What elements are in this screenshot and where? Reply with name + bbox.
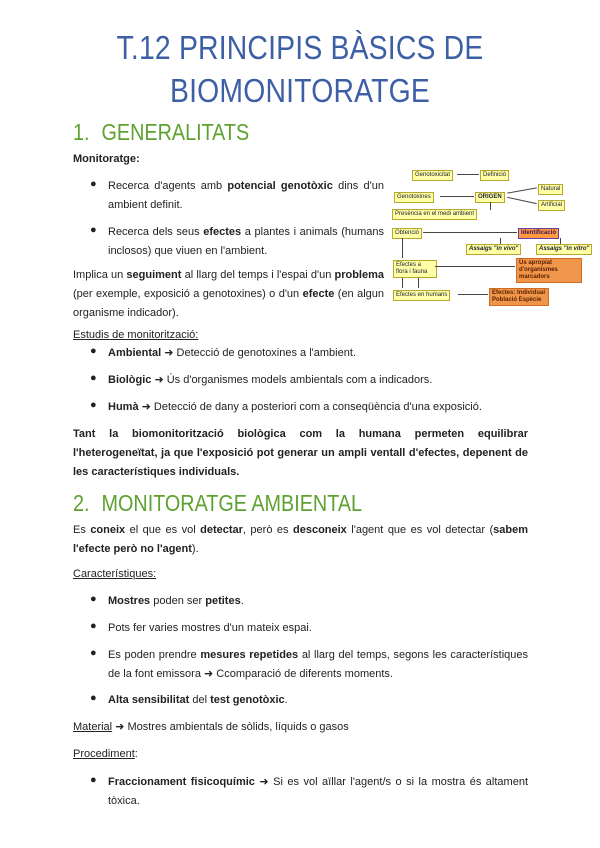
diagram-line [507, 187, 537, 193]
text: Recerca d'agents amb [108, 180, 228, 192]
section-number: 1. [73, 119, 90, 145]
text: Recerca dels seus [108, 226, 204, 238]
bullet-icon: ● [90, 399, 97, 411]
bold-text: petites [205, 595, 241, 607]
diagram-box-genotoxicitat: Genotoxicitat [412, 170, 453, 181]
text: . [284, 694, 288, 706]
estudis-label: Estudis de monitorització: [73, 329, 199, 341]
bold-text: Biològic [108, 374, 152, 386]
procediment-line [73, 745, 138, 764]
diagram-box-us-apropiat: Ús apropiat d'organismes marcadors [516, 258, 582, 283]
bold-text: Alta sensibilitat [108, 694, 190, 706]
diagram-arrow [458, 294, 488, 295]
summary-paragraph: Tant la biomonitorització biològica com la humana permeten equilibrar l'heterogeneïtat, ja que l'exposició pot generar un ampli ventall d'efectes, depenent de les característiques individuals. [73, 428, 528, 478]
text: a plantes i animals (humans inclosos) que viuen en l'ambient. [108, 226, 385, 257]
procediment-label: Procediment [73, 748, 135, 760]
diagram-box-efectes-humans: Efectes en humans [393, 290, 450, 301]
implica-paragraph [73, 266, 384, 323]
bullet-icon: ● [90, 345, 97, 357]
diagram-line [418, 278, 419, 288]
list-item: Pots fer varies mostres d'un mateix espai. [108, 622, 312, 634]
section-heading-monitoratge-ambiental [73, 489, 362, 517]
diagram-box-genotoxines: Genotoxines [394, 192, 434, 203]
text: poden ser [150, 595, 206, 607]
monitoratge-label: Monitoratge: [73, 153, 140, 165]
bullet-icon: ● [90, 647, 97, 659]
text: al llarg del temps i l'espai d'un [181, 269, 335, 281]
caracteristiques-label: Característiques: [73, 568, 157, 580]
diagram-line [402, 278, 403, 288]
text: ➜ Si es vol aïllar l'agent/s o si la mostra és altament tòxica. [108, 776, 528, 807]
bold-text: efectes [203, 226, 242, 238]
intro-paragraph [73, 521, 528, 559]
diagram-arrow [457, 174, 479, 175]
text: ➜ Ús d'organismes models ambientals com a indicadors. [151, 374, 433, 386]
text: l'agent que es vol detectar ( [346, 524, 494, 536]
bullet-icon: ● [90, 692, 97, 704]
bold-text: Ambiental [108, 347, 162, 359]
diagram-line [440, 196, 474, 197]
text: : [134, 748, 138, 760]
material-label: Material [73, 721, 113, 733]
diagram-box-definicio: Definició [480, 170, 509, 181]
section-title: GENERALITATS [101, 119, 250, 145]
bullet-icon: ● [90, 372, 97, 384]
title-line-2: BIOMONITORATGE [170, 72, 430, 109]
list-item [108, 223, 384, 261]
list-item [108, 398, 528, 417]
text: (per exemple, exposició a genotoxines) o d'un [73, 288, 303, 300]
bullet-icon: ● [90, 620, 97, 632]
text: ➜ Detecció de dany a posteriori com a conseqüència d'una exposició. [138, 401, 482, 413]
diagram-line [402, 238, 403, 258]
bold-text: desconeix [293, 524, 347, 536]
text: al llarg del temps, segons les característiques de la font emissora ➜ Ccomparació de diferents moments. [108, 649, 528, 680]
list-item [108, 773, 528, 811]
bold-text: test genotòxic [210, 694, 285, 706]
bullet-icon: ● [90, 593, 97, 605]
diagram-line [490, 202, 491, 210]
text: , però es [242, 524, 293, 536]
bold-text: seguiment [126, 269, 182, 281]
genotoxicity-diagram [390, 160, 600, 320]
section-heading-generalitats [73, 118, 249, 146]
text: ). [191, 543, 199, 555]
bold-text: Mostres [108, 595, 151, 607]
bold-text: sabem l'efecte però no l'agent [73, 524, 528, 555]
list-item [108, 344, 528, 363]
diagram-box-artificial: Artificial [538, 200, 565, 211]
text: Es poden prendre [108, 649, 201, 661]
material-line [73, 718, 349, 737]
text: (en algun organisme indicador). [73, 288, 384, 319]
list-item [108, 691, 528, 710]
section-number: 2. [73, 490, 90, 516]
diagram-box-efectes-list: Efectes: Individual Població Espècie [489, 288, 549, 306]
diagram-box-assaigs-vitro: Assaigs "in vitro" [536, 244, 592, 255]
diagram-box-natural: Natural [538, 184, 563, 195]
diagram-box-efectes-flora: Efectes a flora i fauna [393, 260, 437, 278]
page-title [42, 26, 558, 112]
bullet-icon: ● [90, 224, 97, 236]
diagram-box-identificacio: Identificació [518, 228, 559, 239]
bold-text: coneix [90, 524, 126, 536]
bold-text: potencial genotòxic [227, 180, 333, 192]
diagram-arrow [435, 266, 515, 267]
bold-text: problema [334, 269, 384, 281]
list-item [108, 177, 384, 215]
title-line-1: T.12 PRINCIPIS BÀSICS DE [116, 29, 484, 66]
list-item [108, 592, 528, 611]
diagram-box-presencia: Presència en el medi ambient [392, 209, 477, 220]
bullet-icon: ● [90, 178, 97, 190]
diagram-box-assaigs-vivo: Assaigs "in vivo" [466, 244, 521, 255]
list-item [108, 646, 528, 684]
text: el que es vol [125, 524, 201, 536]
bold-text: Fraccionament fisicoquímic [108, 776, 255, 788]
text: . [240, 595, 244, 607]
list-item [108, 371, 528, 390]
text: Implica un [73, 269, 127, 281]
text: Es [73, 524, 91, 536]
text: ➜ Detecció de genotoxines a l'ambient. [161, 347, 356, 359]
diagram-box-origen: ORIGEN [475, 192, 505, 203]
text: dins d'un ambient definit. [108, 180, 384, 211]
bold-text: efecte [302, 288, 335, 300]
text: ➜ Mostres ambientals de sòlids, líquids o gasos [112, 721, 349, 733]
section-title: MONITORATGE AMBIENTAL [101, 490, 363, 516]
text: del [189, 694, 211, 706]
diagram-line [507, 197, 537, 204]
diagram-arrow [423, 232, 517, 233]
bold-text: Humà [108, 401, 139, 413]
bold-text: mesures repetides [200, 649, 299, 661]
bullet-icon: ● [90, 774, 97, 786]
bold-text: detectar [200, 524, 243, 536]
diagram-box-obtencio: Obtenció [392, 228, 422, 239]
